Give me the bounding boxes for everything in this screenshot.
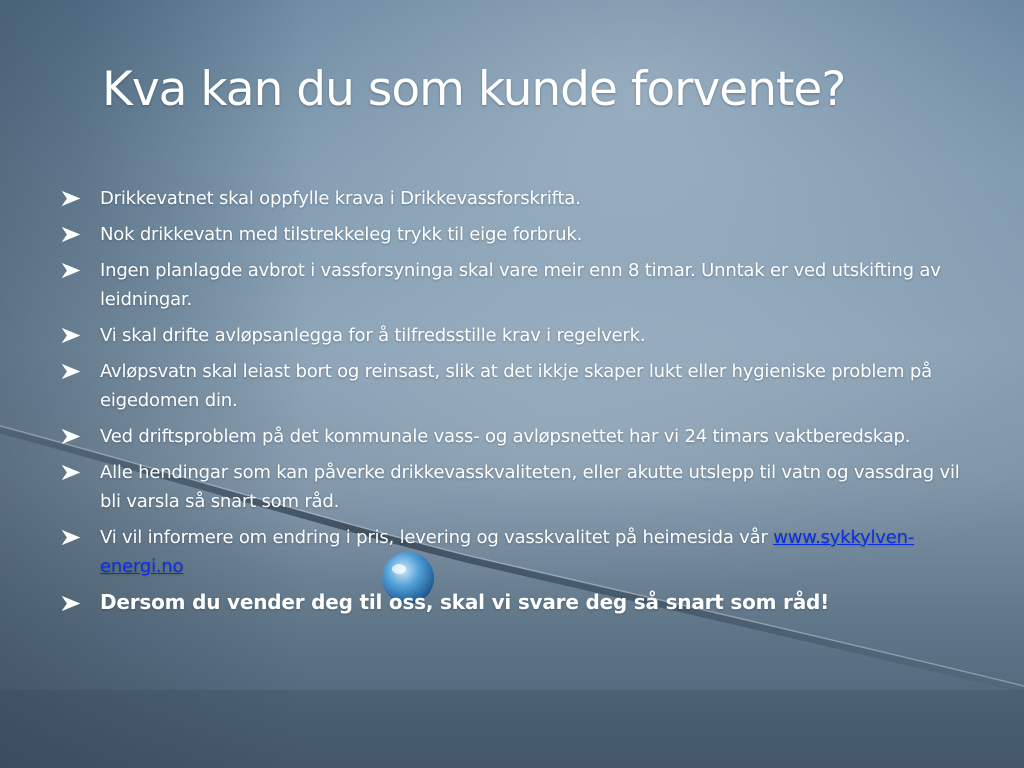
bullet-text: Nok drikkevatn med tilstrekkeleg trykk til eige forbruk. (100, 224, 583, 245)
slide-title: Kva kan du som kunde forvente? (102, 62, 846, 117)
arrowhead-bullet-icon (62, 328, 80, 343)
bullet-text: Avløpsvatn skal leiast bort og reinsast, slik at det ikkje skaper lukt eller hygieniske problem på eigedomen din. (100, 361, 932, 411)
arrowhead-bullet-icon (62, 465, 80, 480)
bullet-text: Drikkevatnet skal oppfylle krava i Drikkevassforskrifta. (100, 188, 581, 209)
list-item (62, 184, 962, 213)
bullet-list (62, 184, 962, 624)
bullet-text: Ved driftsproblem på det kommunale vass- og avløpsnettet har vi 24 timars vaktberedskap. (100, 426, 911, 447)
list-item (62, 422, 962, 451)
bullet-text: Vi skal drifte avløpsanlegga for å tilfredsstille krav i regelverk. (100, 325, 646, 346)
list-item (62, 220, 962, 249)
arrowhead-bullet-icon (62, 263, 80, 278)
arrowhead-bullet-icon (62, 596, 80, 611)
website-link[interactable]: www.sykkylven-energi.no (100, 527, 915, 577)
bullet-text: Dersom du vender deg til oss, skal vi svare deg så snart som råd! (100, 590, 830, 614)
bullet-text: Ingen planlagde avbrot i vassforsyninga skal vare meir enn 8 timar. Unntak er ved utskifting av leidningar. (100, 260, 941, 310)
list-item (62, 523, 962, 581)
bullet-text: Alle hendingar som kan påverke drikkevasskvaliteten, eller akutte utslepp til vatn og vassdrag vil bli varsla så snart som råd. (100, 462, 960, 512)
list-item (62, 357, 962, 415)
arrowhead-bullet-icon (62, 530, 80, 545)
arrowhead-bullet-icon (62, 227, 80, 242)
list-item (62, 588, 962, 617)
bullet-text: Vi vil informere om endring i pris, levering og vasskvalitet på heimesida vår (100, 527, 774, 548)
arrowhead-bullet-icon (62, 364, 80, 379)
list-item (62, 458, 962, 516)
arrowhead-bullet-icon (62, 429, 80, 444)
list-item (62, 321, 962, 350)
arrowhead-bullet-icon (62, 191, 80, 206)
list-item (62, 256, 962, 314)
